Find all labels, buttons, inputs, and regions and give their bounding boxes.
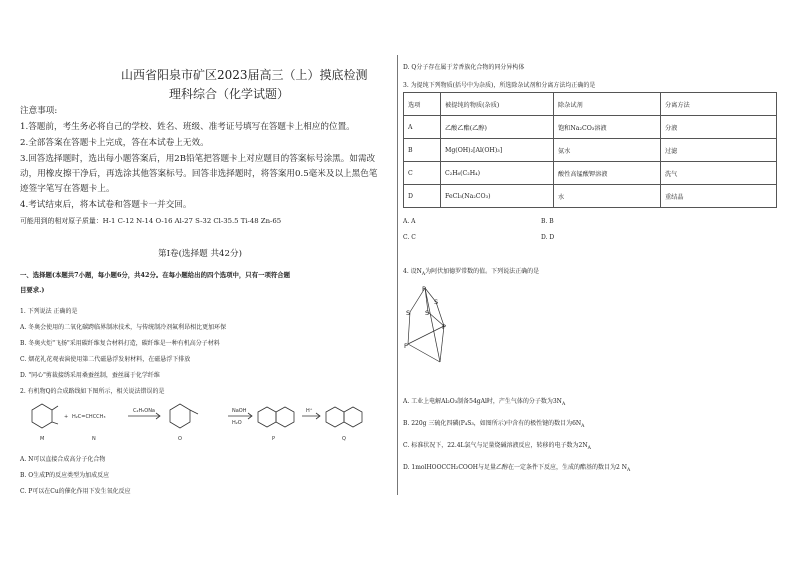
option-subscript: A: [626, 468, 631, 474]
table-header-cell: 分离方法: [661, 93, 777, 116]
option-text: C. 标准状况下，22.4L氯气与足量烧碱溶液反应，转移的电子数为2N: [403, 442, 588, 449]
table-row: [404, 185, 777, 208]
exam-title: 山西省阳泉市矿区2023届高三（上）摸底检测: [121, 68, 368, 82]
option: A. 冬奥会使用的二氧化碳跨临界制冰技术，与传统制冷剂氟利昂相比更加环保: [20, 324, 227, 331]
table-cell: 乙酸乙酯(乙醇): [441, 116, 554, 139]
label-q: Q: [342, 436, 346, 442]
label-o: O: [178, 436, 182, 442]
ring-m: [32, 404, 52, 428]
section-intro: 一、选择题(本题共7小题，每小题6分，共42分。在每小题给出的四个选项中，只有一项符合题: [20, 271, 291, 279]
option-text: B. 220g 三硫化四磷(P₄S₃，如图所示)中含有的极性键的数目为6N: [403, 420, 582, 427]
table-cell: 氨水: [554, 139, 661, 162]
stem-subscript: A: [421, 272, 426, 278]
table-cell: 分液: [661, 116, 777, 139]
atomic-masses: 可能用到的相对原子质量：H-1 C-12 N-14 O-16 Al-27 S-32 Cl-35.5 Ti-48 Zn-65: [20, 217, 282, 225]
notice-item: 4.考试结束后，将本试卷和答题卡一并交回。: [20, 200, 192, 210]
option: B. O生成P的反应类型为加成反应: [20, 472, 110, 479]
option-subscript: A: [581, 424, 585, 430]
table-cell: 饱和Na₂CO₃溶液: [554, 116, 661, 139]
p4s3-structure-diagram: [400, 282, 470, 372]
table-row: [404, 116, 777, 139]
table-header-cell: 除杂试剂: [554, 93, 661, 116]
stem-text: 4. 设N: [403, 268, 422, 275]
exam-subtitle: 理科综合（化学试题）: [169, 87, 290, 101]
option: [403, 396, 565, 407]
condition-1: C₂H₅ONa: [133, 408, 155, 414]
question-stem: 1. 下列说法 正确的是: [20, 308, 78, 315]
option-subscript: A: [561, 402, 566, 408]
table-cell: Mg(OH)₂[Al(OH)₃]: [441, 139, 554, 162]
option: C. P可以在Cu的催化作用下发生氧化反应: [20, 488, 131, 495]
atom-s: S: [434, 298, 439, 306]
option: A. N可以直接合成高分子化合物: [20, 456, 106, 463]
table-cell: 水: [554, 185, 661, 208]
atom-p: P: [442, 323, 446, 331]
condition-3: H⁺: [306, 408, 313, 414]
option-subscript: A: [587, 446, 591, 452]
table-cell: FeCl₃(Na₂CO₃): [441, 185, 554, 208]
answer-choice: D. D: [541, 234, 555, 241]
reactant-2: H₂C=CHCCH₃: [72, 414, 106, 420]
option: C. 烟花礼花观表演使用第二代磁悬浮发射材料，在磁悬浮下排放: [20, 356, 191, 363]
section-intro: 目要求.): [20, 286, 45, 294]
synthesis-route-diagram: [20, 398, 380, 446]
table-cell: C₂H₆(C₂H₄): [441, 162, 554, 185]
atom-s: S: [406, 309, 411, 317]
option: [403, 440, 591, 451]
option: [403, 462, 630, 473]
option: [403, 418, 584, 429]
answer-choice: A. A: [403, 218, 416, 225]
option-text: D. 1molHOOCCH₂COOH与足量乙醇在一定条件下反应，生成的酯基的数目为2 N: [403, 464, 627, 471]
stem-text: 为阿伏加德罗常数的值。下列说法正确的是: [425, 268, 540, 275]
table-cell: 酸性高锰酸钾溶液: [554, 162, 661, 185]
table-header-row: [404, 93, 777, 116]
table-row: [404, 139, 777, 162]
atom-p: P: [404, 342, 408, 350]
answer-choice: B. B: [541, 218, 554, 225]
notice-heading: 注意事项:: [20, 106, 58, 116]
table-cell: C: [404, 162, 441, 185]
table-cell: D: [404, 185, 441, 208]
plus-sign: +: [64, 414, 69, 420]
table-cell: A: [404, 116, 441, 139]
question-stem: 2. 有机物Q的合成路线如下图所示，相关说法错误的是: [20, 388, 165, 395]
question-stem: [403, 266, 539, 277]
section-title: 第Ⅰ卷(选择题 共42分): [158, 249, 242, 259]
atom-p-top: P: [422, 285, 426, 293]
option-text: A. 工业上电解Al₂O₃制备54gAl时，产生气体的分子数为3N: [403, 398, 562, 405]
table-row: [404, 162, 777, 185]
option: B. 冬奥火炬"飞扬"采用碳纤维复合材料打造，碳纤维是一种有机高分子材料: [20, 340, 220, 347]
answer-choice: C. C: [403, 234, 416, 241]
notice-item: 1.答题前，考生务必将自己的学校、姓名、班级、准考证号填写在答题卡上相应的位置。: [20, 122, 355, 132]
notice-item: 2.全部答案在答题卡上完成，答在本试卷上无效。: [20, 138, 209, 148]
column-divider: [397, 55, 398, 495]
condition-2a: NaOH: [232, 408, 247, 414]
purification-table: [403, 92, 777, 208]
table-cell: 洗气: [661, 162, 777, 185]
notice-item: 迹签字笔写在答题卡上。: [20, 184, 115, 194]
question-stem: 3. 为提纯下列物质(括号中为杂质)，所选除杂试剂和分离方法均正确的是: [403, 82, 596, 89]
table-header-cell: 被提纯的物质(杂质): [441, 93, 554, 116]
notice-item: 3.回答选择题时，选出每小题答案后，用2B铅笔把答题卡上对应题目的答案标号涂黑。如需改: [20, 154, 376, 164]
atom-s: S: [425, 309, 430, 317]
table-cell: 重结晶: [661, 185, 777, 208]
table-cell: 过滤: [661, 139, 777, 162]
option: D. Q分子存在属于芳香族化合物的同分异构体: [403, 64, 525, 71]
condition-2b: H₂O: [232, 420, 242, 426]
label-n: N: [92, 436, 96, 442]
label-p: P: [272, 436, 276, 442]
notice-item: 动，用橡皮擦干净后，再选涂其他答案标号。回答非选择题时，将答案用0.5毫米及以上黑色笔: [20, 169, 378, 179]
table-cell: B: [404, 139, 441, 162]
option: D. "同心"剪裁接绣采用桑蚕丝制，蚕丝属于化学纤维: [20, 372, 160, 379]
table-header-cell: 选项: [404, 93, 441, 116]
label-m: M: [40, 436, 45, 442]
